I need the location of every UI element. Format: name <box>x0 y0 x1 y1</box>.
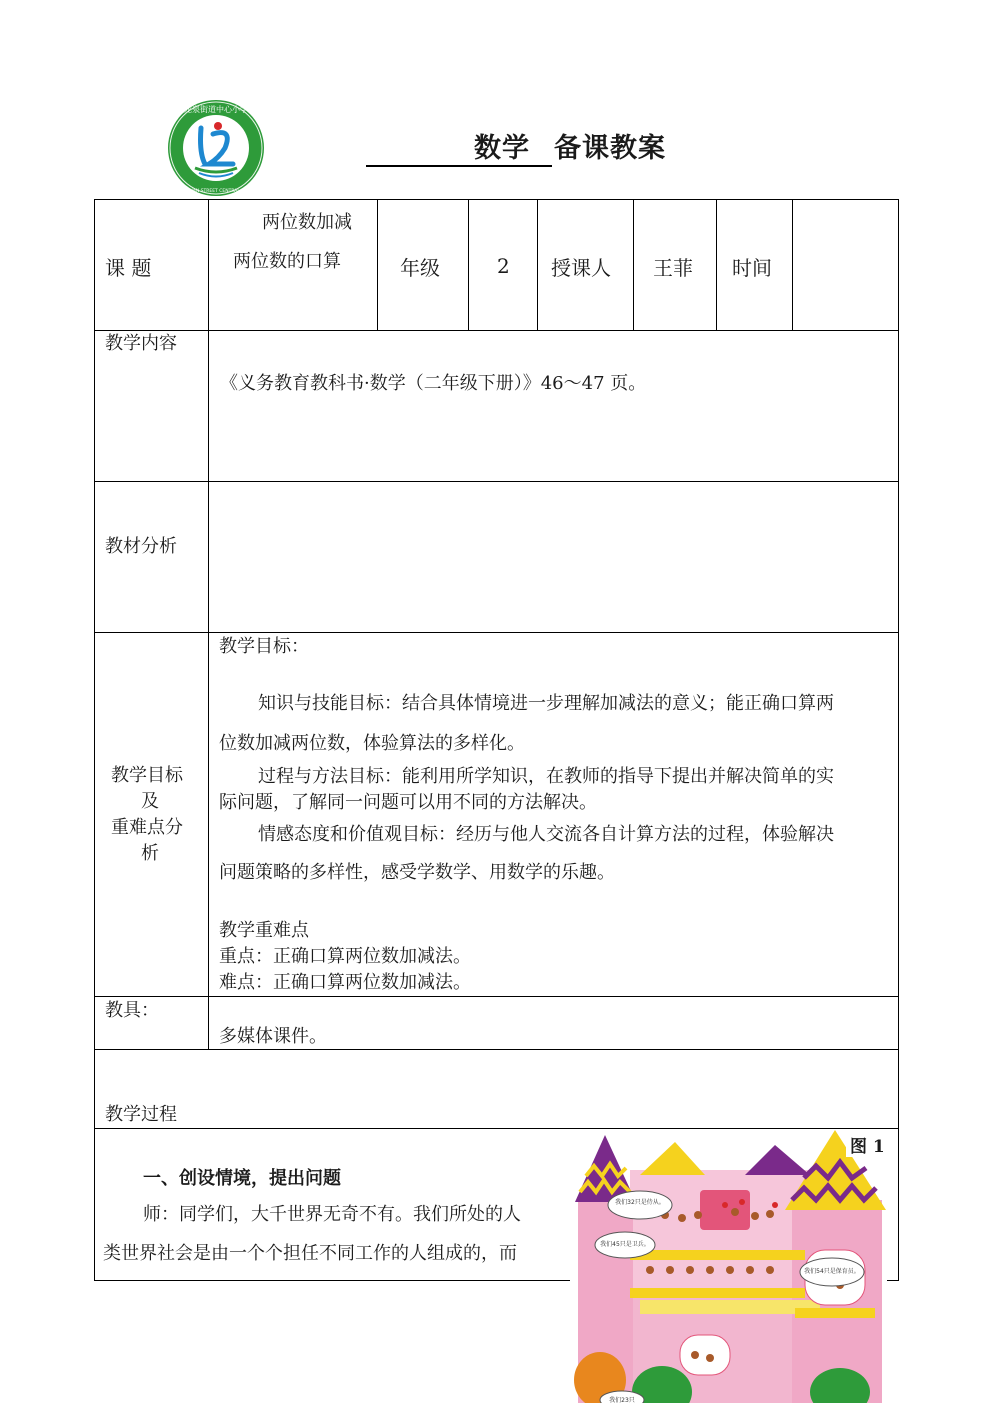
topic-line-2: 两位数的口算 <box>233 251 341 272</box>
key-points-heading: 教学重难点 <box>219 920 309 941</box>
grade-value: 2 <box>497 254 510 278</box>
teacher-value: 王菲 <box>653 256 693 280</box>
tools-text: 多媒体课件。 <box>219 1026 327 1047</box>
grade-label: 年级 <box>400 256 440 280</box>
goals-label-line-2: 及 <box>141 791 159 812</box>
process-goal-line-1: 过程与方法目标：能利用所学知识，在教师的指导下提出并解决简单的实 <box>258 766 834 787</box>
content-label: 教学内容 <box>105 333 177 354</box>
tools-label: 教具： <box>105 1000 159 1021</box>
process-label: 教学过程 <box>105 1104 177 1125</box>
goals-label-line-4: 析 <box>141 843 159 864</box>
logo-text-bottom: LONG QUAN STREET CENTRAL SCHOOL <box>171 189 261 194</box>
topic-label: 课 题 <box>105 256 152 280</box>
analysis-label: 教材分析 <box>105 536 177 557</box>
speech-bubble-4: 我们23只 <box>609 1397 635 1403</box>
process-paragraph-line-1: 师：同学们，大千世界无奇不有。我们所处的人 <box>143 1204 521 1225</box>
difficult-point: 难点：正确口算两位数加减法。 <box>219 972 471 993</box>
time-label: 时间 <box>732 256 772 280</box>
goals-heading: 教学目标： <box>219 636 309 657</box>
speech-bubble-3: 我们54只是保育员。 <box>804 1268 860 1275</box>
process-paragraph-line-2: 类世界社会是由一个个担任不同工作的人组成的，而 <box>103 1243 517 1264</box>
subject-field: 数学 <box>474 126 552 167</box>
section-heading: 一、创设情境，提出问题 <box>143 1168 341 1189</box>
process-goal-line-2: 际问题，了解同一问题可以用不同的方法解决。 <box>219 792 597 813</box>
figure-label: 图 1 <box>846 1132 889 1157</box>
emotion-goal-line-2: 问题策略的多样性，感受学数学、用数学的乐趣。 <box>219 862 615 883</box>
goals-label-line-1: 教学目标 <box>111 765 183 786</box>
title-text: 备课教案 <box>554 133 666 164</box>
document-title <box>366 126 706 166</box>
topic-line-1: 两位数加减 <box>262 212 352 233</box>
teacher-label: 授课人 <box>551 256 611 280</box>
goals-label-line-3: 重难点分 <box>111 817 183 838</box>
school-logo <box>163 98 269 198</box>
speech-bubble-2: 我们45只是卫兵。 <box>600 1241 650 1248</box>
knowledge-goal-line-1: 知识与技能目标：结合具体情境进一步理解加减法的意义；能正确口算两 <box>258 693 834 714</box>
logo-text-top: 龙泉街道中心小学 <box>184 105 248 114</box>
key-point: 重点：正确口算两位数加减法。 <box>219 946 471 967</box>
emotion-goal-line-1: 情感态度和价值观目标：经历与他人交流各自计算方法的过程，体验解决 <box>258 824 834 845</box>
content-text: 《义务教育教科书·数学（二年级下册）》46～47 页。 <box>220 373 647 394</box>
castle-illustration <box>570 1130 887 1403</box>
title-underline <box>366 135 474 167</box>
speech-bubble-1: 我们32只是侍从。 <box>615 1199 665 1206</box>
knowledge-goal-line-2: 位数加减两位数，体验算法的多样化。 <box>219 733 525 754</box>
